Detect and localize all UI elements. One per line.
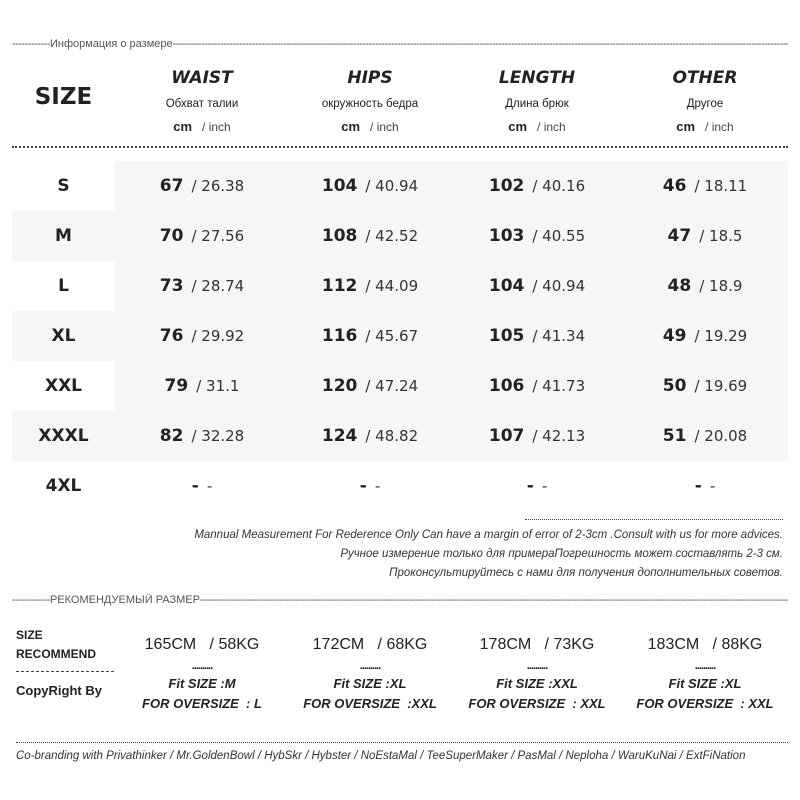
fit-size: Fit SIZE :M: [168, 676, 236, 691]
header-divider: [12, 146, 788, 148]
measurement-cell: [625, 461, 785, 511]
measurement-cell: [290, 311, 450, 361]
dots: ..........: [359, 660, 381, 672]
inch-value: -: [206, 477, 213, 495]
inch-value: / 41.34: [532, 327, 586, 345]
cm-value: -: [359, 476, 367, 496]
cm-value: -: [526, 476, 534, 496]
cm-value: 70: [159, 226, 184, 246]
fit-size: Fit SIZE :XL: [333, 676, 407, 691]
measurement-cell: [122, 161, 282, 211]
column-header-waist: WAIST Обхват талии cm / inch: [165, 68, 239, 134]
recommend-label-divider: [16, 671, 114, 672]
table-row: [12, 261, 788, 311]
dots: ..........: [526, 660, 548, 672]
measurement-cell: [625, 211, 785, 261]
note-english: Mannual Measurement For Rederence Only Can have a margin of error of 2-3cm .Consult with us for more advices.: [194, 529, 783, 541]
inch-value: / 18.5: [699, 227, 743, 245]
dots: ..........: [694, 660, 716, 672]
size-label: XL: [12, 311, 115, 361]
cm-value: 124: [321, 426, 358, 446]
cm-value: 103: [488, 226, 525, 246]
note-russian-1: Ручное измерение только для примераПогрешность может составлять 2-3 см.: [340, 548, 783, 560]
cm-value: 116: [321, 326, 358, 346]
inch-value: / 45.67: [365, 327, 419, 345]
inch-value: / 40.94: [532, 277, 586, 295]
cm-value: 49: [662, 326, 687, 346]
inch-value: / 40.94: [365, 177, 419, 195]
column-header-other: OTHER Другое cm / inch: [672, 68, 738, 134]
height-weight: 178CM / 73KG: [479, 636, 595, 653]
table-row: [12, 411, 788, 461]
cm-value: 105: [488, 326, 525, 346]
size-recommend-label: SIZE RECOMMEND: [16, 628, 96, 661]
recommendation: [625, 636, 785, 711]
measurement-cell: [122, 311, 282, 361]
column-header-hips: HIPS окружность бедра cm / inch: [321, 68, 419, 134]
size-label: 4XL: [45, 476, 82, 496]
inch-value: / 20.08: [694, 427, 748, 445]
cm-value: 73: [159, 276, 184, 296]
measurement-cell: [457, 311, 617, 361]
cm-value: 104: [488, 276, 525, 296]
size-label: XXXL: [12, 411, 115, 461]
inch-value: / 41.73: [532, 377, 586, 395]
size-label: S: [57, 176, 70, 196]
height-weight: 172CM / 68KG: [312, 636, 428, 653]
size-info-section-label: ----- Информация о размере -----: [12, 38, 788, 50]
cm-value: 104: [321, 176, 358, 196]
inch-value: / 44.09: [365, 277, 419, 295]
measurement-cell: [457, 461, 617, 511]
cobranding-text: Co-branding with Privathinker / Mr.GoldenBowl / HybSkr / Hybster / NoEstaMal / TeeSuperMaker / PasMal / Neploha / WaruKuNai / ExtFiNation: [16, 750, 746, 762]
oversize-size: FOR OVERSIZE :XXL: [303, 696, 437, 711]
table-row: [12, 361, 788, 411]
fit-size: Fit SIZE :XL: [668, 676, 742, 691]
measurement-cell: [290, 261, 450, 311]
measurement-cell: [625, 261, 785, 311]
measurement-cell: [625, 311, 785, 361]
size-label: XXL: [44, 376, 83, 396]
measurement-cell: [290, 411, 450, 461]
height-weight: 165CM / 58KG: [144, 636, 260, 653]
inch-value: / 32.28: [191, 427, 245, 445]
recommendation: [290, 636, 450, 711]
cm-value: -: [191, 476, 199, 496]
measurement-cell: [122, 411, 282, 461]
inch-value: / 31.1: [196, 377, 240, 395]
cm-value: 67: [159, 176, 184, 196]
cobranding-divider: [16, 742, 788, 743]
table-row: [12, 211, 788, 261]
notes-divider: [525, 519, 783, 520]
inch-value: / 26.38: [191, 177, 245, 195]
cm-value: 102: [488, 176, 525, 196]
recommendation: [457, 636, 617, 711]
inch-value: -: [541, 477, 548, 495]
cm-value: 107: [488, 426, 525, 446]
inch-value: -: [374, 477, 381, 495]
measurement-cell: [457, 361, 617, 411]
inch-value: / 28.74: [191, 277, 245, 295]
cm-value: 50: [662, 376, 687, 396]
cm-value: 120: [321, 376, 358, 396]
cm-value: 51: [662, 426, 687, 446]
measurement-cell: [122, 261, 282, 311]
inch-value: / 40.55: [532, 227, 586, 245]
copyright-label: CopyRight By: [16, 683, 102, 698]
measurement-cell: [625, 161, 785, 211]
cm-value: 48: [667, 276, 692, 296]
cm-value: 47: [667, 226, 692, 246]
measurement-cell: [290, 161, 450, 211]
cm-value: 76: [159, 326, 184, 346]
inch-value: / 40.16: [532, 177, 586, 195]
cm-value: 108: [321, 226, 358, 246]
measurement-cell: [290, 211, 450, 261]
inch-value: / 42.13: [532, 427, 586, 445]
size-label: M: [12, 211, 115, 261]
cm-value: 46: [662, 176, 687, 196]
oversize-size: FOR OVERSIZE : XXL: [636, 696, 774, 711]
measurement-cell: [457, 261, 617, 311]
measurement-cell: [457, 161, 617, 211]
measurement-cell: [625, 361, 785, 411]
measurement-cell: [122, 361, 282, 411]
cm-value: 79: [164, 376, 189, 396]
recommend-section-label: ----- РЕКОМЕНДУЕМЫЙ РАЗМЕР -----: [12, 594, 788, 606]
inch-value: / 47.24: [365, 377, 419, 395]
measurement-cell: [457, 211, 617, 261]
inch-value: / 42.52: [365, 227, 419, 245]
inch-value: / 18.11: [694, 177, 748, 195]
column-header-length: LENGTH Длина брюк cm / inch: [498, 68, 576, 134]
measurement-cell: [122, 461, 282, 511]
recommendation: [122, 636, 282, 711]
measurement-cell: [625, 411, 785, 461]
measurement-cell: [290, 361, 450, 411]
size-label: L: [58, 276, 69, 296]
cm-value: 112: [321, 276, 358, 296]
table-row: [12, 311, 788, 361]
inch-value: / 19.29: [694, 327, 748, 345]
inch-value: / 19.69: [694, 377, 748, 395]
oversize-size: FOR OVERSIZE : L: [142, 696, 262, 711]
table-row: [12, 161, 788, 211]
cm-value: 82: [159, 426, 184, 446]
height-weight: 183CM / 88KG: [647, 636, 763, 653]
measurement-cell: [122, 211, 282, 261]
cm-value: -: [694, 476, 702, 496]
measurement-cell: [457, 411, 617, 461]
oversize-size: FOR OVERSIZE : XXL: [468, 696, 606, 711]
inch-value: -: [709, 477, 716, 495]
dots: ..........: [191, 660, 213, 672]
inch-value: / 48.82: [365, 427, 419, 445]
inch-value: / 18.9: [699, 277, 743, 295]
cm-value: 106: [488, 376, 525, 396]
inch-value: / 29.92: [191, 327, 245, 345]
inch-value: / 27.56: [191, 227, 245, 245]
size-header: SIZE: [34, 84, 93, 110]
note-russian-2: Проконсультируйтесь с нами для получения дополнительных советов.: [389, 567, 783, 579]
table-row: [12, 461, 788, 511]
fit-size: Fit SIZE :XXL: [496, 676, 578, 691]
measurement-cell: [290, 461, 450, 511]
